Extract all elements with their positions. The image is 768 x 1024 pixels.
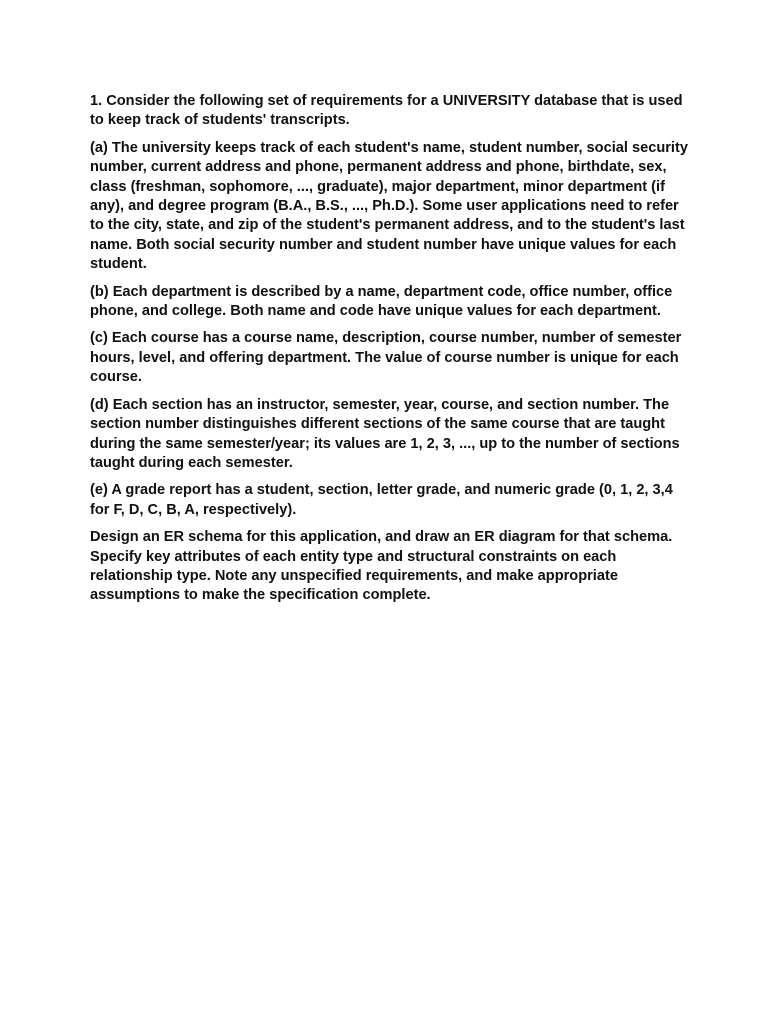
requirement-a-students: (a) The university keeps track of each student's name, student number, social security number, current address and phone, permanent address and phone, birthdate, sex, class (freshman, sophomore, ..., graduate), major department, minor department (if any), and degree program (B.A., B.S., ..., Ph.D.). Some user applications need to refer to the city, state, and zip of the student's permanent address, and to the student's last name. Both social security number and student number have unique values for each student. — [90, 139, 688, 273]
requirement-c-courses: (c) Each course has a course name, description, course number, number of semester hours, level, and offering department. The value of course number is unique for each course. — [90, 330, 682, 386]
document-body — [90, 92, 690, 614]
requirement-e-grade-report: (e) A grade report has a student, section, letter grade, and numeric grade (0, 1, 2, 3,4 for F, D, C, B, A, respectively). — [90, 482, 673, 518]
requirement-b-departments: (b) Each department is described by a name, department code, office number, office phone, and college. Both name and code have unique values for each department. — [90, 283, 673, 320]
task-instructions: Design an ER schema for this application, and draw an ER diagram for that schema. Specify key attributes of each entity type and structural constraints on each relationship type. Note any unspecified requirements, and make appropriate assumptions to make the specification complete. — [90, 529, 673, 604]
requirement-d-sections: (d) Each section has an instructor, semester, year, course, and section number. The section number distinguishes different sections of the same course that are taught during the same semester/year; its values are 1, 2, 3, ..., up to the number of sections taught during each semester. — [90, 396, 680, 471]
question-intro: 1. Consider the following set of requirements for a UNIVERSITY database that is used to keep track of students' transcripts. — [90, 93, 683, 129]
